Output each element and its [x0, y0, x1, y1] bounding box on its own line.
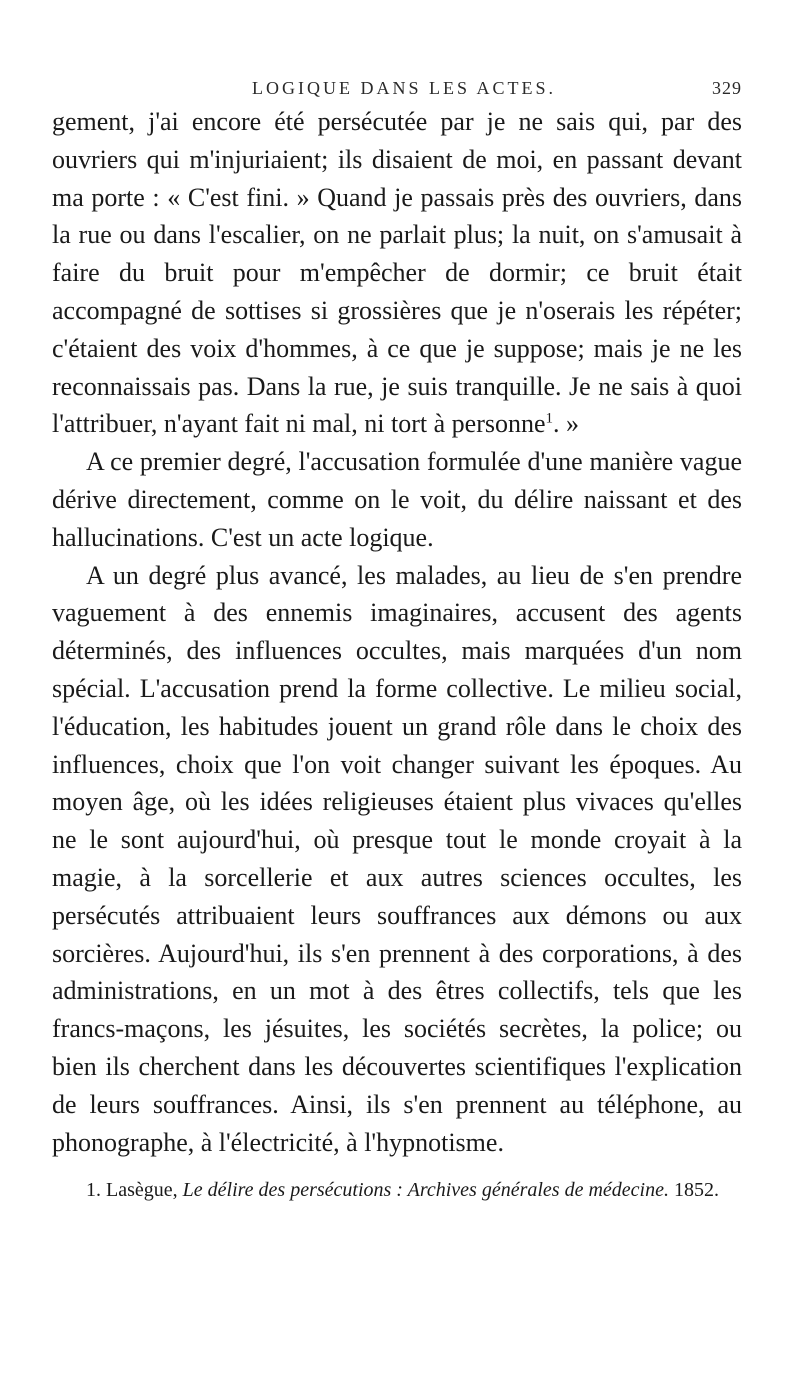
footnote	[52, 1177, 742, 1204]
running-title: LOGIQUE DANS LES ACTES.	[252, 78, 557, 98]
footnote-year: 1852.	[673, 1179, 719, 1202]
body-text	[52, 103, 742, 1161]
paragraph: A ce premier degré, l'accusation formulée d'une manière vague dérive directement, comme on le voit, du délire naissant et des hallucinations. C'est un acte logique.	[52, 447, 742, 552]
paragraph: A un degré plus avancé, les malades, au lieu de s'en prendre vaguement à des ennemis imaginaires, accusent des agents déterminés, des influences occultes, mais marquées d'un nom spécial. L'accusation prend la forme collective. Le milieu social, l'éducation, les habitudes jouent un grand rôle dans le choix des influences, choix que l'on voit changer suivant les époques. Au moyen âge, où les idées religieuses étaient plus vivaces qu'elles ne le sont aujourd'hui, où presque tout le monde croyait à la magie, à la sorcellerie et aux autres sciences occultes, les persécutés attribuaient leurs souffrances aux démons ou aux sorcières. Aujourd'hui, ils s'en prennent à des corporations, à des administrations, en un mot à des êtres collectifs, tels que les francs-maçons, les jésuites, les sociétés secrètes, la police; ou bien ils cherchent dans les découvertes scientifiques l'explication de leurs souffrances. Ainsi, ils s'en prennent au téléphone, au phonographe, à l'électricité, à l'hypnotisme.	[52, 560, 742, 1157]
page-number: 329	[712, 78, 742, 98]
footnote-reference: 1	[545, 410, 554, 427]
closing-quote: . »	[553, 409, 580, 439]
footnote-number: 1.	[86, 1179, 101, 1202]
running-head	[52, 78, 742, 99]
footnote-author: Lasègue,	[106, 1179, 178, 1202]
paragraph-continuation	[52, 103, 742, 443]
footnote-title: Le délire des persécutions : Archives générales de médecine.	[182, 1179, 669, 1202]
paragraph-text: gement, j'ai encore été persécutée par je ne sais qui, par des ouvriers qui m'injuriaient; ils disaient de moi, en passant devant ma porte : « C'est fini. » Quand je passais près des ouvriers, dans la rue ou dans l'escalier, on ne parlait plus; la nuit, on s'amusait à faire du bruit pour m'empêcher de dormir; ce bruit était accompagné de sottises si grossières que je n'oserais les répéter; c'étaient des voix d'hommes, à ce que je suppose; mais je ne les reconnaissais pas. Dans la rue, je suis tranquille. Je ne sais à quoi l'attribuer, n'ayant fait ni mal, ni tort à personne	[52, 107, 742, 439]
